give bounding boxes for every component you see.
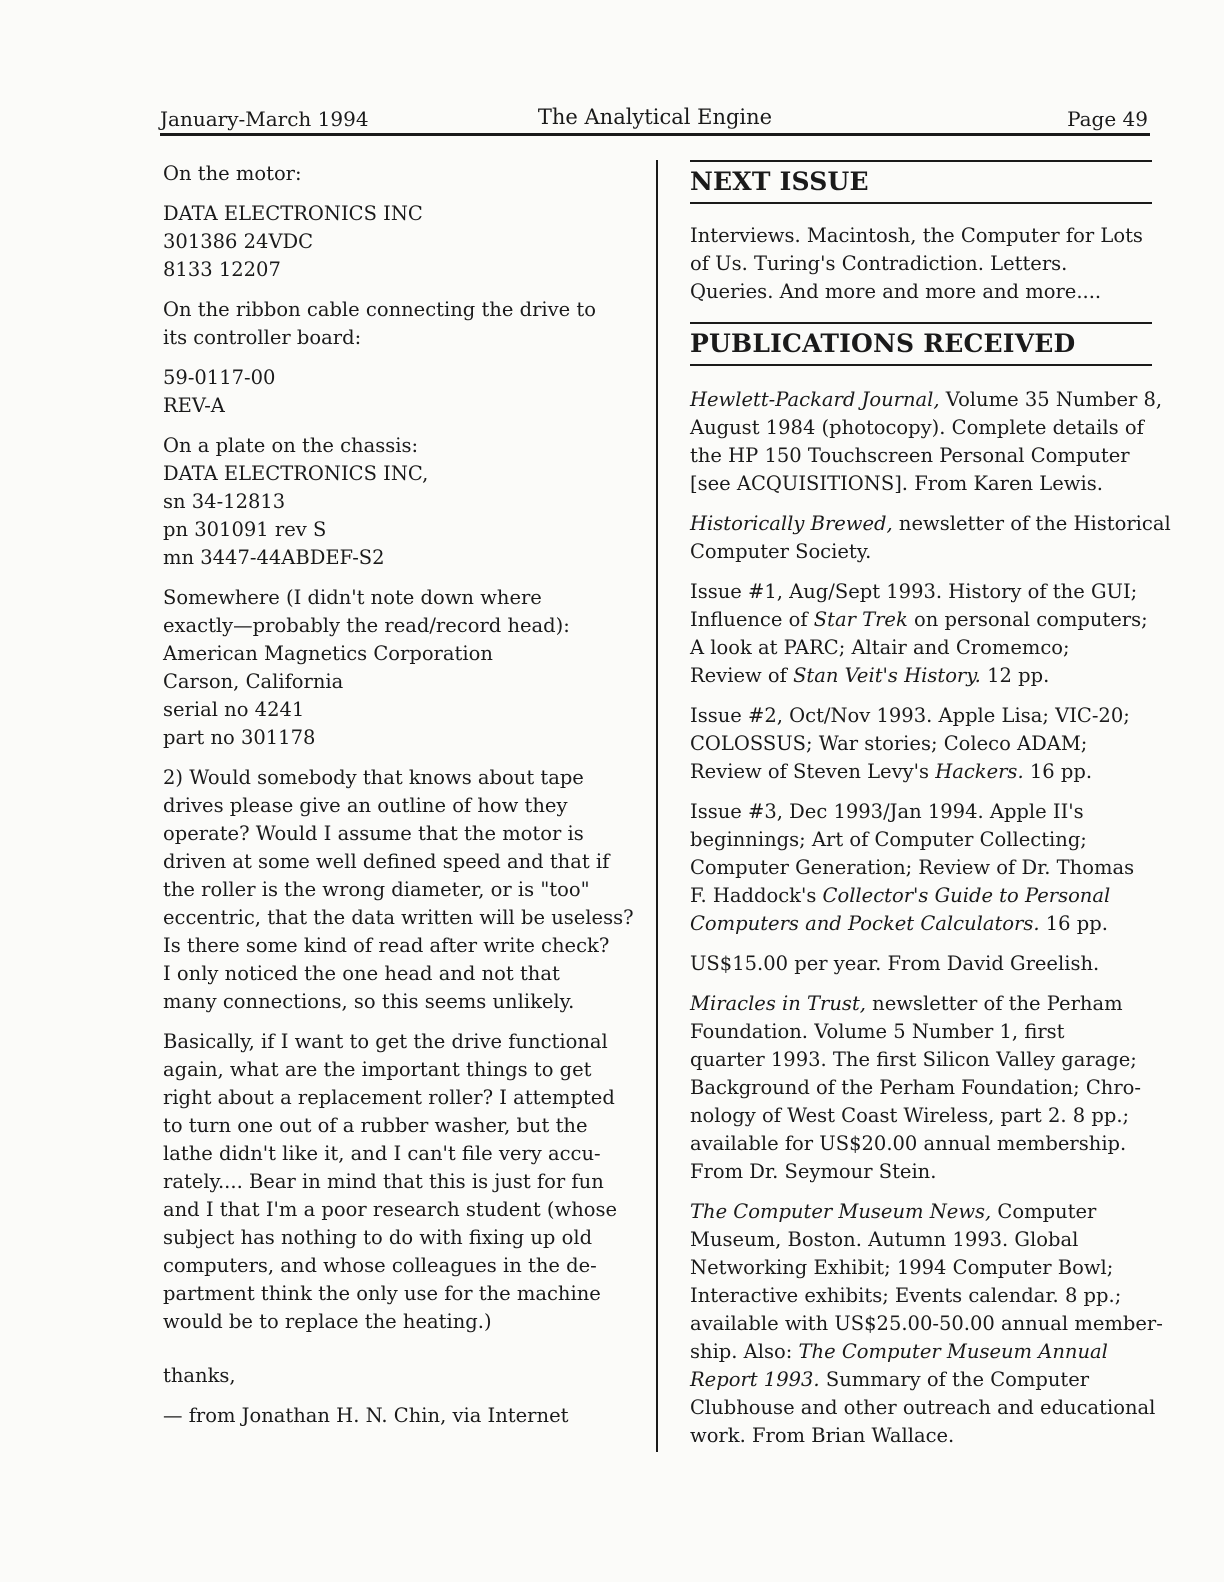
text-run: 16 pp. [1039,912,1108,935]
text-line: again, what are the important things to get [163,1058,592,1081]
italic-run: Stan Veit's History. [793,664,981,687]
text-run: Computer [991,1200,1097,1223]
italic-run: Collector's Guide to Personal [822,884,1111,907]
text-line: the roller is the wrong diameter, or is "too" [163,878,590,901]
text-line: On the ribbon cable connecting the drive to [163,298,596,321]
text-line: to turn one out of a rubber washer, but the [163,1114,588,1137]
header-date: January-March 1994 [160,107,369,131]
text-line: REV-A [163,394,225,417]
text-line: serial no 4241 [163,698,305,721]
text-line: American Magnetics Corporation [163,642,493,665]
text-line: part no 301178 [163,726,316,749]
motor-line: 8133 12207 [163,258,281,281]
italic-run: Hackers. [935,760,1024,783]
next-issue-heading: NEXT ISSUE [690,160,1152,204]
text-line: available with US$25.00-50.00 annual member- [690,1312,1163,1335]
text-line: right about a replacement roller? I attempted [163,1086,615,1109]
text-line: available for US$20.00 annual membership. [690,1132,1127,1155]
publication-title: Miracles in Trust, [690,992,866,1015]
text-line: Interactive exhibits; Events calendar. 8 pp.; [690,1284,1122,1307]
computer-museum-news-entry [690,1198,1163,1450]
text-line: On a plate on the chassis: [163,434,419,457]
text-line: Computer Society. [690,540,872,563]
motor-line: DATA ELECTRONICS INC [163,202,423,225]
text-line: many connections, so this seems unlikely. [163,990,575,1013]
text-line: Foundation. Volume 5 Number 1, first [690,1020,1065,1043]
text-line: driven at some well defined speed and that if [163,850,610,873]
text-line: pn 301091 rev S [163,518,327,541]
text-line: work. From Brian Wallace. [690,1424,955,1447]
publications-heading: PUBLICATIONS RECEIVED [690,322,1152,366]
text-line: quarter 1993. The first Silicon Valley garage; [690,1048,1137,1071]
ribbon-paragraph [163,296,623,352]
right-column [690,160,1171,1462]
text-line: Background of the Perham Foundation; Chro- [690,1076,1142,1099]
question-paragraph [163,764,634,1016]
running-header [160,103,1150,136]
text-run: ship. Also: [690,1340,799,1363]
text-line: August 1984 (photocopy). Complete details of [690,416,1144,439]
motor-label: On the motor: [163,162,302,185]
ribbon-values [163,364,623,420]
italic-run: Report 1993. [690,1368,820,1391]
next-issue-paragraph [690,222,1152,306]
price-line: US$15.00 per year. From David Greelish. [690,952,1100,975]
italic-run: Computers and Pocket Calculators. [690,912,1040,935]
miracles-in-trust-entry [690,990,1152,1186]
text-line: I only noticed the one head and not that [163,962,560,985]
italic-run: The Computer Museum Annual [798,1340,1108,1363]
somewhere-block [163,584,623,752]
basically-paragraph [163,1028,623,1336]
text-line: the HP 150 Touchscreen Personal Computer [690,444,1130,467]
publication-title: Hewlett-Packard Journal, [690,388,940,411]
text-line: of Us. Turing's Contradiction. Letters. [690,252,1068,275]
text-line: would be to replace the heating.) [163,1310,492,1333]
text-line: Is there some kind of read after write check? [163,934,610,957]
column-divider [656,160,658,1452]
text-run: 12 pp. [980,664,1050,687]
text-line: Issue #1, Aug/Sept 1993. History of the GUI; [690,580,1138,603]
text-line: nology of West Coast Wireless, part 2. 8 pp.; [690,1104,1130,1127]
text-line: Carson, California [163,670,344,693]
text-line: Issue #2, Oct/Nov 1993. Apple Lisa; VIC-20; [690,704,1130,727]
thanks-line: thanks, [163,1364,236,1387]
text-line: Networking Exhibit; 1994 Computer Bowl; [690,1256,1114,1279]
text-line: lathe didn't like it, and I can't file very accu- [163,1142,601,1165]
text-line: Museum, Boston. Autumn 1993. Global [690,1228,1079,1251]
text-line: COLOSSUS; War stories; Coleco ADAM; [690,732,1088,755]
text-line: mn 3447-44ABDEF-S2 [163,546,385,569]
signature-line: — from Jonathan H. N. Chin, via Internet [163,1404,569,1427]
hp-journal-entry [690,386,1163,498]
text-run: Summary of the Computer [819,1368,1090,1391]
text-line: 59-0117-00 [163,366,276,389]
motor-block [163,200,623,284]
text-line: its controller board: [163,326,362,349]
historically-brewed-entry [690,510,1171,566]
issue-3-entry [690,798,1152,938]
text-line: subject has nothing to do with fixing up old [163,1226,593,1249]
text-line: sn 34-12813 [163,490,286,513]
text-line: From Dr. Seymour Stein. [690,1160,937,1183]
plate-block [163,432,623,572]
text-line: A look at PARC; Altair and Cromemco; [690,636,1070,659]
text-line: DATA ELECTRONICS INC, [163,462,429,485]
text-line: Computer Generation; Review of Dr. Thomas [690,856,1135,879]
text-line: Issue #3, Dec 1993/Jan 1994. Apple II's [690,800,1084,823]
text-line: Clubhouse and other outreach and educational [690,1396,1156,1419]
text-line: drives please give an outline of how they [163,794,568,817]
text-line: beginnings; Art of Computer Collecting; [690,828,1087,851]
italic-run: Star Trek [813,608,908,631]
text-run: Influence of [690,608,814,631]
publication-title: Historically Brewed, [690,512,893,535]
text-line: 2) Would somebody that knows about tape [163,766,584,789]
text-line: Basically, if I want to get the drive functional [163,1030,608,1053]
text-line: partment think the only use for the machine [163,1282,601,1305]
issue-2-entry [690,702,1152,786]
issue-1-entry [690,578,1152,690]
text-line: Queries. And more and more and more.... [690,280,1102,303]
publication-title: The Computer Museum News, [690,1200,992,1223]
text-line: computers, and whose colleagues in the de- [163,1254,597,1277]
header-title: The Analytical Engine [537,105,773,129]
text-run: Review of Steven Levy's [690,760,936,783]
header-page-number: Page 49 [1067,107,1148,131]
text-line: newsletter of the Perham [865,992,1123,1015]
left-column [163,160,634,1442]
text-run: on personal computers; [907,608,1148,631]
text-run: 16 pp. [1023,760,1093,783]
text-line: eccentric, that the data written will be useless? [163,906,634,929]
text-line: rately.... Bear in mind that this is just for fun [163,1170,604,1193]
motor-line: 301386 24VDC [163,230,314,253]
text-line: Volume 35 Number 8, [939,388,1163,411]
text-line: operate? Would I assume that the motor is [163,822,584,845]
text-line: newsletter of the Historical [892,512,1171,535]
text-line: [see ACQUISITIONS]. From Karen Lewis. [690,472,1103,495]
text-run: F. Haddock's [690,884,823,907]
text-line: Interviews. Macintosh, the Computer for Lots [690,224,1143,247]
text-line: Somewhere (I didn't note down where [163,586,542,609]
text-run: Review of [690,664,794,687]
text-line: and I that I'm a poor research student (whose [163,1198,618,1221]
text-line: exactly—probably the read/record head): [163,614,570,637]
